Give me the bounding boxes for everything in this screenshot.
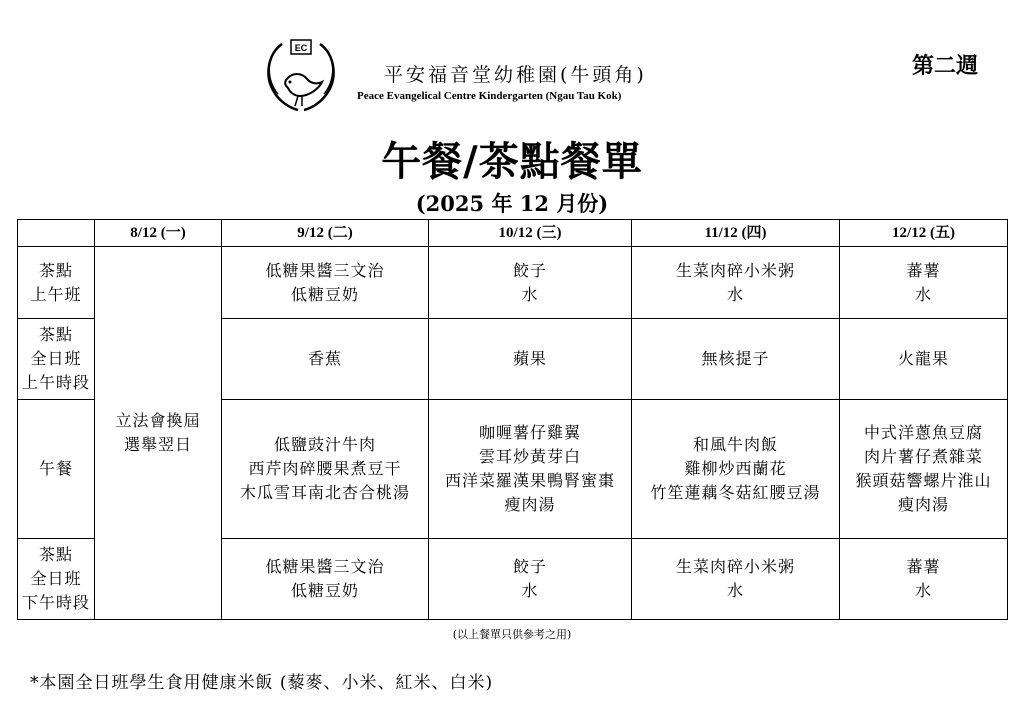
menu-cell: 生菜肉碎小米粥 水: [632, 539, 840, 620]
column-header: 11/12 (四): [632, 220, 840, 247]
menu-table: [17, 219, 1008, 620]
school-logo: [262, 36, 340, 116]
row-label: 午餐: [18, 400, 95, 539]
row-label: 茶點 上午班: [18, 247, 95, 319]
menu-cell: 低糖果醬三文治 低糖豆奶: [222, 539, 429, 620]
menu-cell: 餃子 水: [429, 247, 632, 319]
header-row: [18, 220, 1008, 247]
page-subtitle: (2025 年 12 月份): [415, 191, 609, 216]
column-header: 12/12 (五): [840, 220, 1008, 247]
menu-cell: 蕃薯 水: [840, 539, 1008, 620]
disclaimer-note: (以上餐單只供參考之用): [452, 628, 572, 641]
school-name-en: Peace Evangelical Centre Kindergarten (Ngau Tau Kok): [357, 90, 622, 102]
dove-logo-icon: [262, 36, 340, 116]
school-name-zh: 平安福音堂幼稚園(牛頭角): [384, 64, 647, 86]
menu-cell: 火龍果: [840, 319, 1008, 400]
menu-cell: 生菜肉碎小米粥 水: [632, 247, 840, 319]
menu-cell: 無核提子: [632, 319, 840, 400]
menu-cell: 香蕉: [222, 319, 429, 400]
logo-text: EC: [294, 43, 308, 53]
menu-cell: 蕃薯 水: [840, 247, 1008, 319]
menu-cell: 低糖果醬三文治 低糖豆奶: [222, 247, 429, 319]
menu-cell: 和風牛肉飯 雞柳炒西蘭花 竹笙蓮藕冬菇紅腰豆湯: [632, 400, 840, 539]
row-label: 茶點 全日班 下午時段: [18, 539, 95, 620]
column-header: 10/12 (三): [429, 220, 632, 247]
holiday-cell: 立法會換屆 選舉翌日: [95, 247, 222, 620]
menu-cell: 中式洋蔥魚豆腐 肉片薯仔煮雜菜 猴頭菇響螺片淮山 瘦肉湯: [840, 400, 1008, 539]
menu-cell: 咖喱薯仔雞翼 雲耳炒黃芽白 西洋菜羅漢果鴨腎蜜棗 瘦肉湯: [429, 400, 632, 539]
week-label: 第二週: [912, 53, 979, 79]
column-header: 8/12 (一): [95, 220, 222, 247]
table-row: [18, 247, 1008, 319]
column-header: 9/12 (二): [222, 220, 429, 247]
menu-cell: 低鹽豉汁牛肉 西芹肉碎腰果煮豆干 木瓜雪耳南北杏合桃湯: [222, 400, 429, 539]
corner-cell: [18, 220, 95, 247]
footer-note: *本園全日班學生食用健康米飯 (藜麥、小米、紅米、白米): [30, 673, 494, 693]
menu-cell: 餃子 水: [429, 539, 632, 620]
menu-cell: 蘋果: [429, 319, 632, 400]
page-title: 午餐/茶點餐單: [381, 138, 643, 185]
row-label: 茶點 全日班 上午時段: [18, 319, 95, 400]
